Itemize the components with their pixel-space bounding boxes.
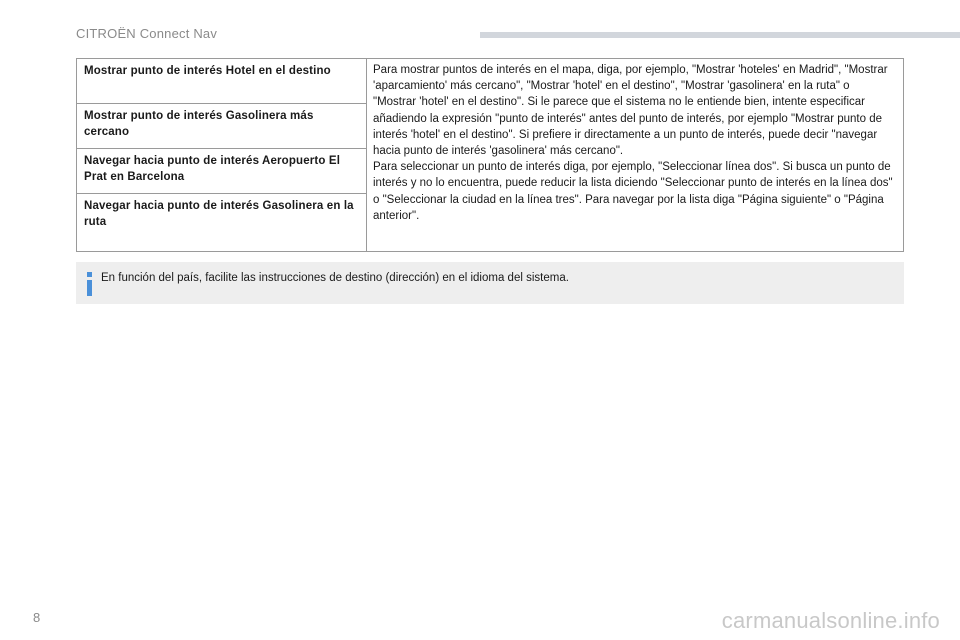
command-label: Navegar hacia punto de interés Aeropuerto El Prat en Barcelona	[77, 149, 367, 194]
voice-commands-table	[76, 58, 904, 252]
page-number: 8	[33, 610, 41, 625]
site-watermark: carmanualsonline.info	[721, 608, 940, 633]
header-rule-bar	[480, 32, 960, 38]
info-icon	[84, 272, 94, 296]
description-paragraph-2: Para seleccionar un punto de interés diga, por ejemplo, "Seleccionar línea dos". Si busca un punto de interés y no lo encuentra, puede reducir la lista diciendo "Seleccionar punto de interés en la línea dos" o "Seleccionar la ciudad en la línea tres". Para navegar por la lista diga "Página siguiente" o "Página anterior".	[373, 161, 893, 222]
info-note	[76, 262, 904, 304]
description-paragraph-1: Para mostrar puntos de interés en el mapa, diga, por ejemplo, "Mostrar 'hoteles' en Madrid", "Mostrar 'aparcamiento' más cercano", "Mostrar 'hotel' en el destino", "Mostrar 'gasolinera' en la ruta" o "Mostrar 'hotel' en el destino". Si le parece que el sistema no le entiende bien, intente especificar añadiendo la expresión "punto de interés" antes del punto de interés, por ejemplo "Mostrar punto de interés 'hotel' en el destino". Si prefiere ir directamente a un punto de interés, puede decir "navegar hacia punto de interés 'gasolinera' más cercano".	[373, 64, 888, 158]
command-label: Mostrar punto de interés Hotel en el destino	[77, 59, 367, 104]
info-note-text: En función del país, facilite las instrucciones de destino (dirección) en el idioma del sistema.	[101, 272, 569, 284]
document-header-title: CITROËN Connect Nav	[76, 26, 218, 41]
command-description	[367, 59, 904, 252]
command-label: Navegar hacia punto de interés Gasolinera en la ruta	[77, 194, 367, 252]
table-row	[77, 59, 904, 104]
command-label: Mostrar punto de interés Gasolinera más cercano	[77, 104, 367, 149]
